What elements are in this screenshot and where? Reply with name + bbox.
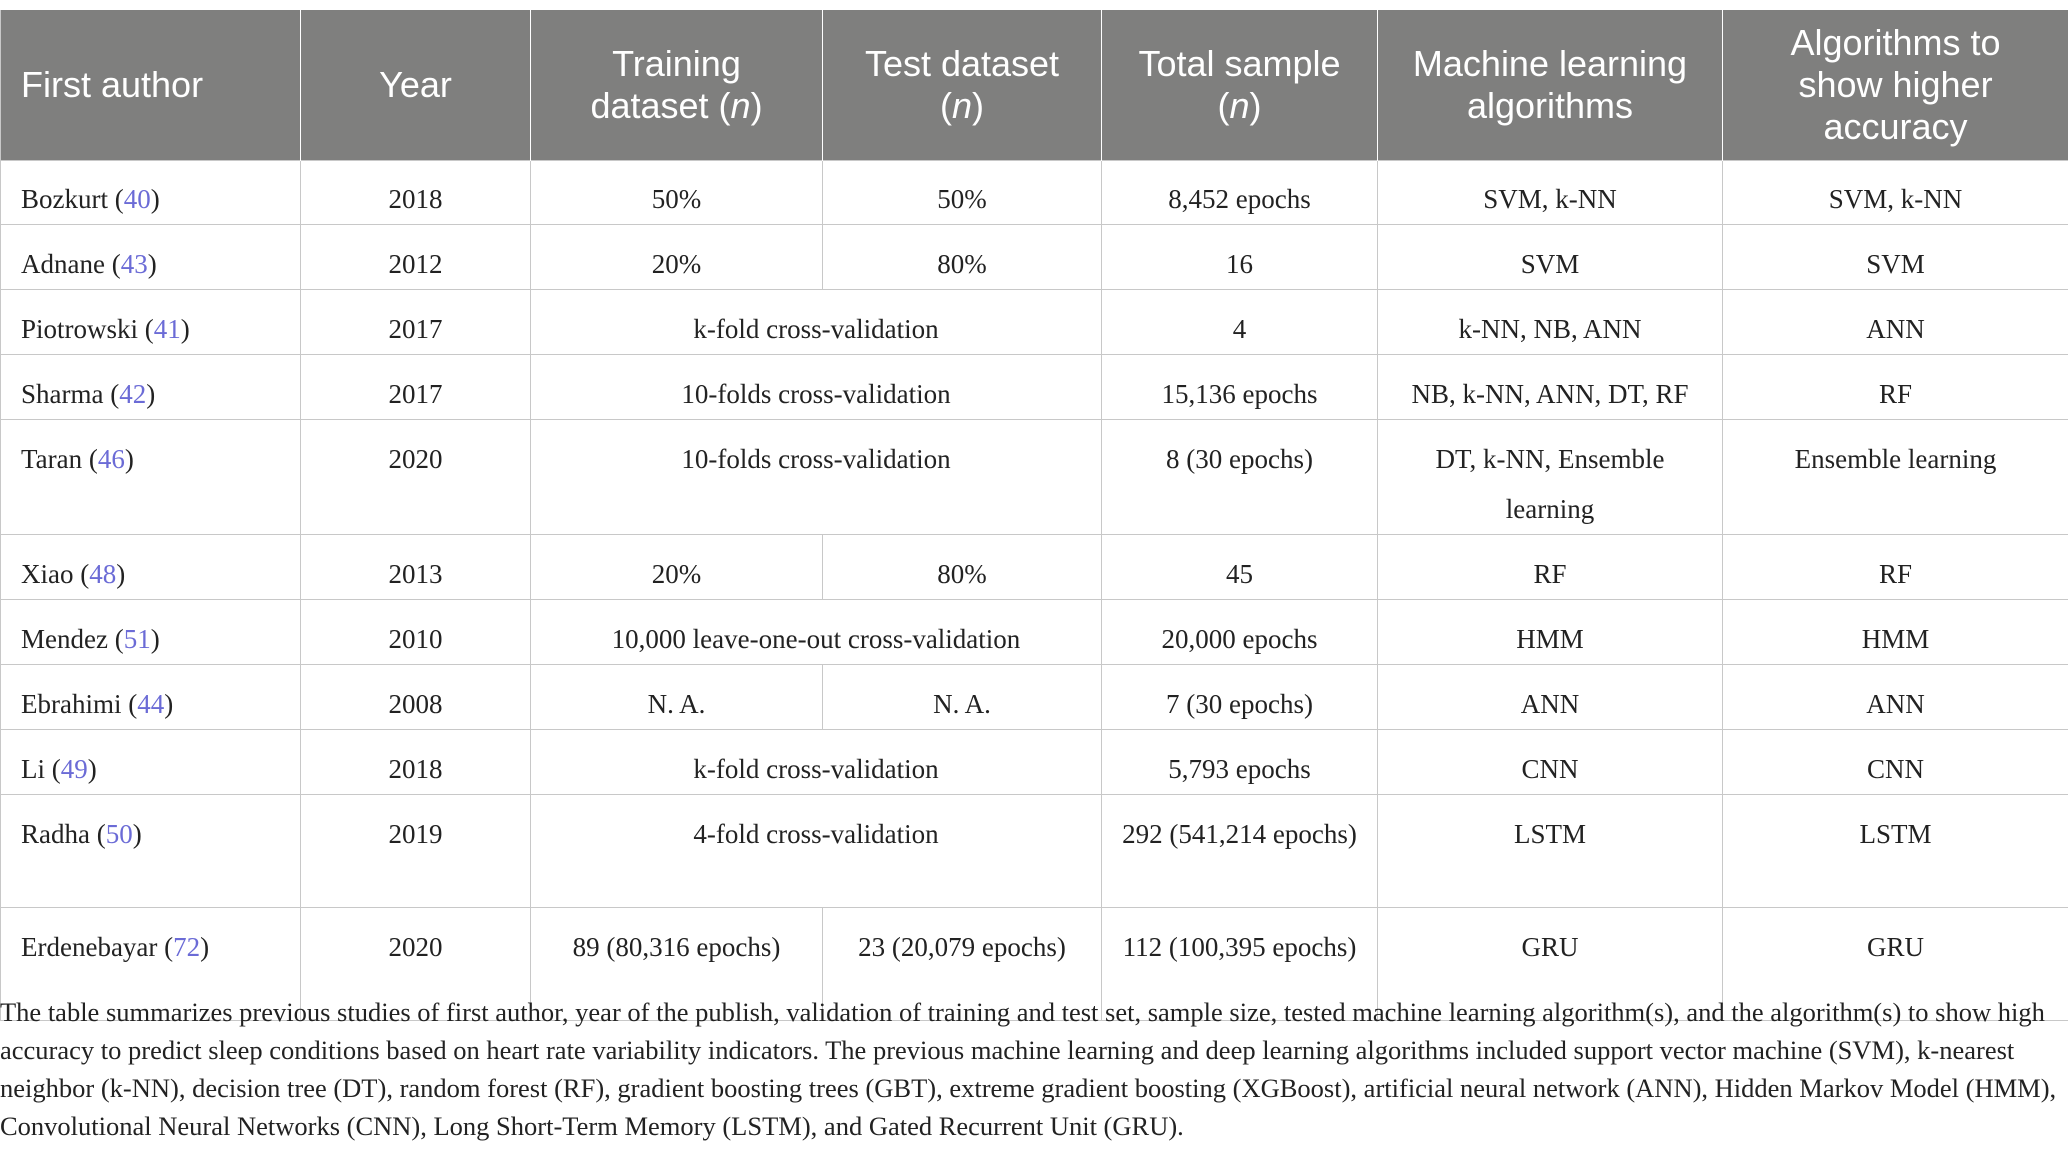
cell-higher-accuracy: ANN: [1723, 665, 2068, 730]
reference-link[interactable]: 46: [97, 444, 125, 474]
cell-first-author: Sharma (42): [1, 355, 301, 420]
header-first-author: First author: [1, 10, 301, 161]
cell-higher-accuracy: SVM, k-NN: [1723, 161, 2068, 225]
cell-higher-accuracy: LSTM: [1723, 795, 2068, 908]
header-training-dataset: Training dataset (n): [531, 10, 823, 161]
cell-ml-algorithms: GRU: [1378, 908, 1723, 1021]
table-row: [1, 290, 2068, 355]
cell-validation: 10-folds cross-validation: [531, 355, 1102, 420]
cell-higher-accuracy: SVM: [1723, 225, 2068, 290]
table-row: [1, 225, 2068, 290]
cell-ml-algorithms: LSTM: [1378, 795, 1723, 908]
reference-link[interactable]: 49: [60, 754, 88, 784]
cell-first-author: Li (49): [1, 730, 301, 795]
cell-total-sample: 20,000 epochs: [1102, 600, 1378, 665]
cell-total-sample: 8,452 epochs: [1102, 161, 1378, 225]
header-test-dataset: Test dataset (n): [823, 10, 1102, 161]
cell-total-sample: 15,136 epochs: [1102, 355, 1378, 420]
cell-first-author: Xiao (48): [1, 535, 301, 600]
table-caption: The table summarizes previous studies of first author, year of the publish, validation of training and test set, sample size, tested machine learning algorithm(s), and the algorithm(s) to show high accuracy to predict sleep conditions based on heart rate variability indicators. The previous machine learning and deep learning algorithms included support vector machine (SVM), k-nearest neighbor (k-NN), decision tree (DT), random forest (RF), gradient boosting trees (GBT), extreme gradient boosting (XGBoost), artificial neural network (ANN), Hidden Markov Model (HMM), Convolutional Neural Networks (CNN), Long Short-Term Memory (LSTM), and Gated Recurrent Unit (GRU).: [0, 997, 2057, 1141]
table-row: [1, 161, 2068, 225]
table-row: [1, 420, 2068, 535]
cell-year: 2020: [301, 420, 531, 535]
cell-total-sample: 292 (541,214 epochs): [1102, 795, 1378, 908]
cell-validation: 4-fold cross-validation: [531, 795, 1102, 908]
cell-validation: 10-folds cross-validation: [531, 420, 1102, 535]
cell-higher-accuracy: GRU: [1723, 908, 2068, 1021]
cell-ml-algorithms: SVM, k-NN: [1378, 161, 1723, 225]
header-higher-accuracy: Algorithms to show higher accuracy: [1723, 10, 2068, 161]
cell-training-dataset: 89 (80,316 epochs): [531, 908, 823, 1021]
reference-link[interactable]: 41: [153, 314, 181, 344]
table-row: [1, 795, 2068, 908]
cell-higher-accuracy: Ensemble learning: [1723, 420, 2068, 535]
cell-year: 2008: [301, 665, 531, 730]
header-year: Year: [301, 10, 531, 161]
header-total-sample: Total sample (n): [1102, 10, 1378, 161]
cell-year: 2010: [301, 600, 531, 665]
table-body: [1, 161, 2068, 1021]
cell-ml-algorithms: CNN: [1378, 730, 1723, 795]
table-row: [1, 355, 2068, 420]
cell-test-dataset: 80%: [823, 535, 1102, 600]
cell-first-author: Taran (46): [1, 420, 301, 535]
reference-link[interactable]: 51: [123, 624, 151, 654]
cell-higher-accuracy: RF: [1723, 535, 2068, 600]
cell-higher-accuracy: ANN: [1723, 290, 2068, 355]
cell-test-dataset: 80%: [823, 225, 1102, 290]
cell-training-dataset: 20%: [531, 535, 823, 600]
cell-total-sample: 45: [1102, 535, 1378, 600]
cell-total-sample: 112 (100,395 epochs): [1102, 908, 1378, 1021]
cell-validation: k-fold cross-validation: [531, 290, 1102, 355]
table-row: [1, 665, 2068, 730]
cell-first-author: Erdenebayar (72): [1, 908, 301, 1021]
studies-table: [0, 10, 2068, 1021]
cell-year: 2019: [301, 795, 531, 908]
cell-higher-accuracy: CNN: [1723, 730, 2068, 795]
cell-year: 2020: [301, 908, 531, 1021]
cell-total-sample: 8 (30 epochs): [1102, 420, 1378, 535]
header-ml-algorithms: Machine learning algorithms: [1378, 10, 1723, 161]
cell-total-sample: 7 (30 epochs): [1102, 665, 1378, 730]
cell-total-sample: 4: [1102, 290, 1378, 355]
reference-link[interactable]: 48: [89, 559, 117, 589]
cell-ml-algorithms: ANN: [1378, 665, 1723, 730]
cell-higher-accuracy: RF: [1723, 355, 2068, 420]
table-row: [1, 600, 2068, 665]
cell-first-author: Ebrahimi (44): [1, 665, 301, 730]
reference-link[interactable]: 44: [137, 689, 165, 719]
header-row: [1, 10, 2068, 161]
cell-ml-algorithms: DT, k-NN, Ensemble learning: [1378, 420, 1723, 535]
cell-year: 2018: [301, 161, 531, 225]
cell-year: 2013: [301, 535, 531, 600]
cell-test-dataset: 23 (20,079 epochs): [823, 908, 1102, 1021]
cell-training-dataset: 50%: [531, 161, 823, 225]
table-header: [1, 10, 2068, 161]
cell-test-dataset: N. A.: [823, 665, 1102, 730]
cell-first-author: Piotrowski (41): [1, 290, 301, 355]
reference-link[interactable]: 42: [119, 379, 147, 409]
cell-total-sample: 5,793 epochs: [1102, 730, 1378, 795]
cell-training-dataset: 20%: [531, 225, 823, 290]
cell-higher-accuracy: HMM: [1723, 600, 2068, 665]
cell-first-author: Adnane (43): [1, 225, 301, 290]
cell-year: 2018: [301, 730, 531, 795]
table-container: [0, 10, 2068, 1021]
cell-ml-algorithms: NB, k-NN, ANN, DT, RF: [1378, 355, 1723, 420]
reference-link[interactable]: 72: [173, 932, 201, 962]
cell-year: 2017: [301, 355, 531, 420]
cell-ml-algorithms: HMM: [1378, 600, 1723, 665]
reference-link[interactable]: 50: [105, 819, 133, 849]
reference-link[interactable]: 43: [120, 249, 148, 279]
table-row: [1, 730, 2068, 795]
cell-first-author: Bozkurt (40): [1, 161, 301, 225]
cell-first-author: Mendez (51): [1, 600, 301, 665]
table-row: [1, 535, 2068, 600]
cell-validation: k-fold cross-validation: [531, 730, 1102, 795]
cell-ml-algorithms: RF: [1378, 535, 1723, 600]
cell-first-author: Radha (50): [1, 795, 301, 908]
cell-year: 2012: [301, 225, 531, 290]
cell-total-sample: 16: [1102, 225, 1378, 290]
cell-validation: 10,000 leave-one-out cross-validation: [531, 600, 1102, 665]
cell-training-dataset: N. A.: [531, 665, 823, 730]
cell-ml-algorithms: SVM: [1378, 225, 1723, 290]
cell-year: 2017: [301, 290, 531, 355]
cell-test-dataset: 50%: [823, 161, 1102, 225]
cell-ml-algorithms: k-NN, NB, ANN: [1378, 290, 1723, 355]
reference-link[interactable]: 40: [123, 184, 151, 214]
